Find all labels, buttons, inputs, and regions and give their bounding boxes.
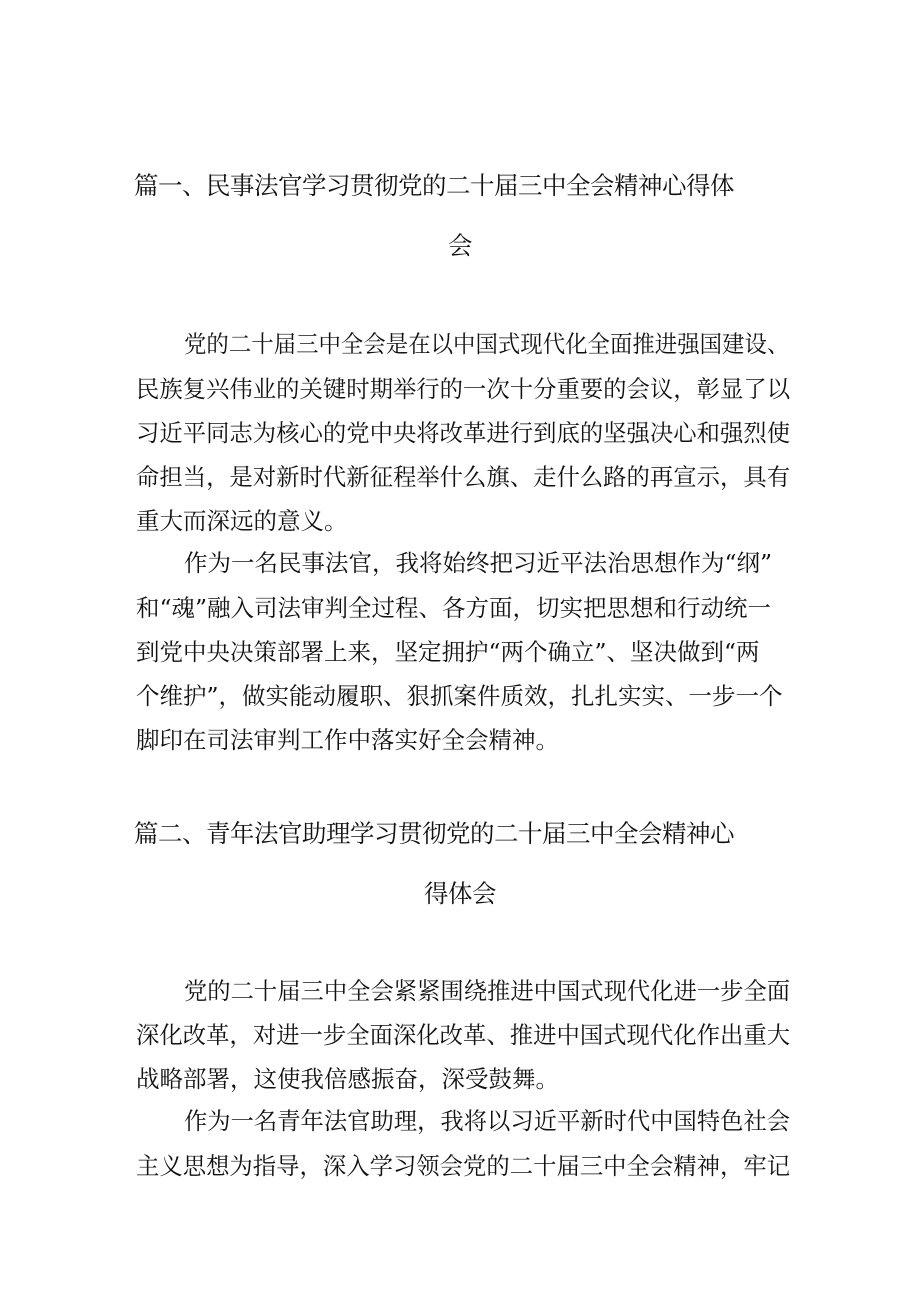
s2-p2-line-2: 主义思想为指导，深入学习领会党的二十届三中全会精神，牢记 <box>136 1152 791 1180</box>
s2-p1-line-3: 战略部署，这使我倍感振奋，深受鼓舞。 <box>136 1065 559 1093</box>
s2-p2-line-1: 作为一名青年法官助理，我将以习近平新时代中国特色社会 <box>184 1107 791 1135</box>
s1-p2-line-2: 和“魂”融入司法审判全过程、各方面，切实把思想和行动统一 <box>136 594 772 622</box>
s1-p1-line-5: 重大而深远的意义。 <box>136 507 348 535</box>
s2-p1-line-2: 深化改革，对进一步全面深化改革、推进中国式现代化作出重大 <box>136 1021 791 1049</box>
s1-p1-line-4: 命担当，是对新时代新征程举什么旗、走什么路的再宣示，具有 <box>136 463 791 491</box>
s1-p1-line-2: 民族复兴伟业的关键时期举行的一次十分重要的会议，彰显了以 <box>136 375 791 403</box>
s1-p2-line-1: 作为一名民事法官，我将始终把习近平法治思想作为“纲” <box>184 549 773 577</box>
s1-p1-line-3: 习近平同志为核心的党中央将改革进行到底的坚强决心和强烈使 <box>136 419 791 447</box>
s1-p2-line-3: 到党中央决策部署上来，坚定拥护“两个确立”、坚决做到“两 <box>136 638 760 666</box>
section-1-heading-cont: 会 <box>448 231 472 260</box>
s1-p2-line-4: 个维护”，做实能动履职、狠抓案件质效，扎扎实实、一步一个 <box>136 682 783 710</box>
section-1-heading: 篇一、民事法官学习贯彻党的二十届三中全会精神心得体 <box>134 171 734 200</box>
s1-p2-line-5: 脚印在司法审判工作中落实好全会精神。 <box>136 726 559 754</box>
section-2-heading: 篇二、青年法官助理学习贯彻党的二十届三中全会精神心 <box>134 819 734 848</box>
section-2-heading-cont: 得体会 <box>424 879 496 908</box>
s1-p1-line-1: 党的二十届三中全会是在以中国式现代化全面推进强国建设、 <box>184 330 790 358</box>
s2-p1-line-1: 党的二十届三中全会紧紧围绕推进中国式现代化进一步全面 <box>184 977 791 1005</box>
